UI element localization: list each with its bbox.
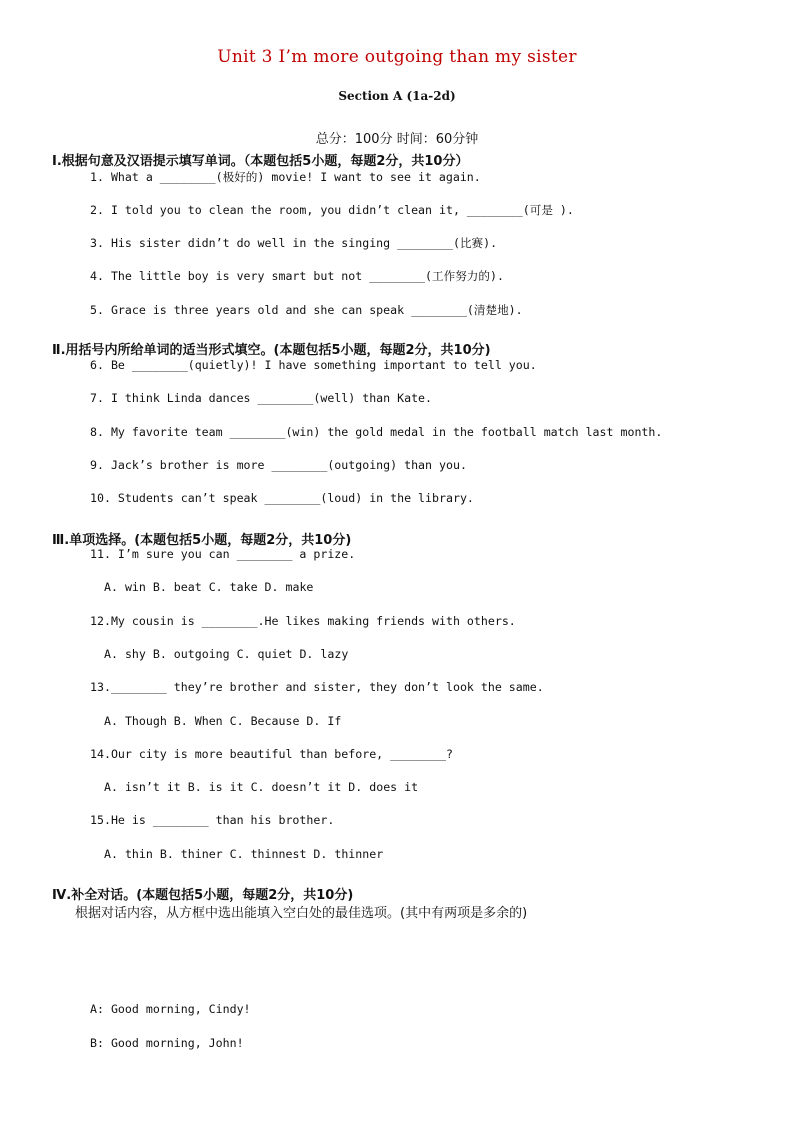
page-title: Unit 3 I’m more outgoing than my sister [217,47,577,67]
question-5: 5. Grace is three years old and she can speak ________(清楚地). [90,303,523,317]
question-4: 4. The little boy is very smart but not ________(工作努力的). [90,269,504,283]
question-12-stem: 12.My cousin is ________.He likes making friends with others. [90,614,516,628]
question-11-stem: 11. I’m sure you can ________ a prize. [90,547,356,561]
section-1-heading: Ⅰ.根据句意及汉语提示填写单词。（本题包括5小题，每题2分，共10分） [52,154,469,169]
dialogue-line-2: B: Good morning, John! [90,1036,244,1050]
question-9: 9. Jack’s brother is more ________(outgoing) than you. [90,458,467,472]
question-1: 1. What a ________(极好的) movie! I want to see it again. [90,170,481,184]
score-time-info: 总分：100分 时间：60分钟 [315,132,479,147]
section-2-heading: Ⅱ.用括号内所给单词的适当形式填空。(本题包括5小题，每题2分，共10分) [52,343,491,358]
question-14-options: A. isn’t it B. is it C. doesn’t it D. does it [104,780,419,794]
question-15-options: A. thin B. thiner C. thinnest D. thinner [104,847,384,861]
section-4-heading: Ⅳ.补全对话。(本题包括5小题，每题2分，共10分) [52,888,354,903]
section-3-heading: Ⅲ.单项选择。(本题包括5小题，每题2分，共10分) [52,533,352,548]
question-10: 10. Students can’t speak ________(loud) in the library. [90,491,474,505]
question-8: 8. My favorite team ________(win) the gold medal in the football match last month. [90,425,663,439]
question-13-options: A. Though B. When C. Because D. If [104,714,342,728]
question-12-options: A. shy B. outgoing C. quiet D. lazy [104,647,349,661]
question-3: 3. His sister didn’t do well in the singing ________(比赛). [90,236,498,250]
question-6: 6. Be ________(quietly)! I have something important to tell you. [90,358,537,372]
question-13-stem: 13.________ they’re brother and sister, they don’t look the same. [90,680,544,694]
page-subtitle: Section A (1a-2d) [338,89,456,103]
question-15-stem: 15.He is ________ than his brother. [90,813,335,827]
question-11-options: A. win B. beat C. take D. make [104,580,314,594]
section-4-instruction: 根据对话内容，从方框中选出能填入空白处的最佳选项。(其中有两项是多余的) [75,906,528,921]
question-7: 7. I think Linda dances ________(well) than Kate. [90,391,433,405]
question-2: 2. I told you to clean the room, you didn’t clean it, ________(可是 ). [90,203,574,217]
dialogue-line-1: A: Good morning, Cindy! [90,1002,251,1016]
question-14-stem: 14.Our city is more beautiful than before, ________? [90,747,453,761]
